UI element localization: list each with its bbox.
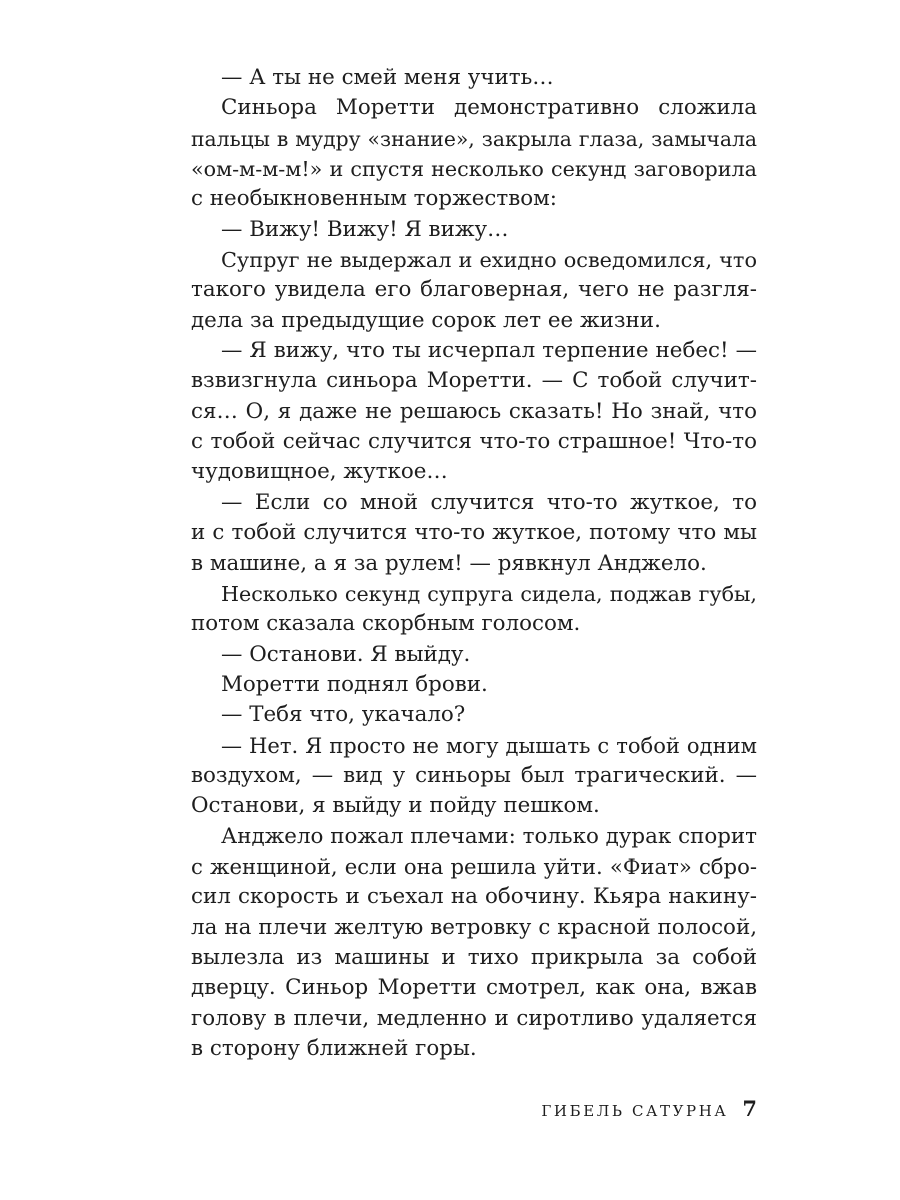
text-line: ла на плечи желтую ветровку с красной полосой,	[191, 914, 757, 940]
text-line: — А ты не смей меня учить…	[221, 65, 554, 90]
text-line: — Я вижу, что ты исчерпал терпение небес! —	[221, 338, 757, 364]
text-line: сил скорость и съехал на обочину. Кьяра накину-	[191, 884, 757, 910]
text-line: воздухом, — вид у синьоры был трагический. —	[191, 762, 757, 788]
text-line: в сторону ближней горы.	[191, 1036, 477, 1061]
running-title: ГИБЕЛЬ САТУРНА	[541, 1102, 729, 1120]
text-line: голову в плечи, медленно и сиротливо удаляется	[191, 1005, 757, 1031]
text-line: вылезла из машины и тихо прикрыла за собой	[191, 944, 757, 970]
text-line: «ом-м-м-м!» и спустя несколько секунд заговорила	[191, 157, 757, 182]
text-line: Моретти поднял брови.	[221, 671, 488, 697]
text-line: — Тебя что, укачало?	[221, 702, 466, 728]
text-line: с необыкновенным торжеством:	[191, 186, 557, 212]
text-line: и с тобой случится что-то жуткое, потому что мы	[191, 520, 757, 546]
text-line: Супруг не выдержал и ехидно осведомился, что	[221, 248, 757, 273]
page-number: 7	[742, 1096, 757, 1121]
text-line: дверцу. Синьор Моретти смотрел, как она, вжав	[191, 975, 757, 1001]
text-line: в машине, а я за рулем! — рявкнул Анджело.	[191, 550, 707, 576]
page-footer	[480, 1096, 757, 1126]
text-line: такого увидела его благоверная, чего не разгля-	[191, 277, 757, 303]
text-line: Анджело пожал плечами: только дурак спорит	[221, 823, 757, 849]
text-line: потом сказала скорбным голосом.	[191, 611, 581, 637]
text-line: чудовищное, жуткое…	[191, 459, 448, 485]
text-line: — Останови. Я выйду.	[221, 641, 471, 667]
text-line: Синьора Моретти демонстративно сложила	[221, 95, 757, 121]
text-line: Останови, я выйду и пойду пешком.	[191, 793, 600, 819]
text-line: — Если со мной случится что-то жуткое, то	[221, 489, 757, 515]
text-line: с тобой сейчас случится что-то страшное! Что-то	[191, 429, 757, 455]
text-line: Несколько секунд супруга сидела, поджав губы,	[221, 581, 757, 606]
text-line: пальцы в мудру «знание», закрыла глаза, замычала	[191, 126, 757, 151]
text-line: с женщиной, если она решила уйти. «Фиат» сбро-	[191, 853, 757, 879]
text-line: — Вижу! Вижу! Я вижу…	[221, 216, 509, 242]
page-text	[191, 63, 757, 1064]
text-line: ся… О, я даже не решаюсь сказать! Но знай, что	[191, 398, 757, 424]
text-line: взвизгнула синьора Моретти. — С тобой случит-	[191, 368, 757, 394]
text-line: — Нет. Я просто не могу дышать с тобой одним	[221, 732, 757, 758]
text-line: дела за предыдущие сорок лет ее жизни.	[191, 307, 661, 333]
